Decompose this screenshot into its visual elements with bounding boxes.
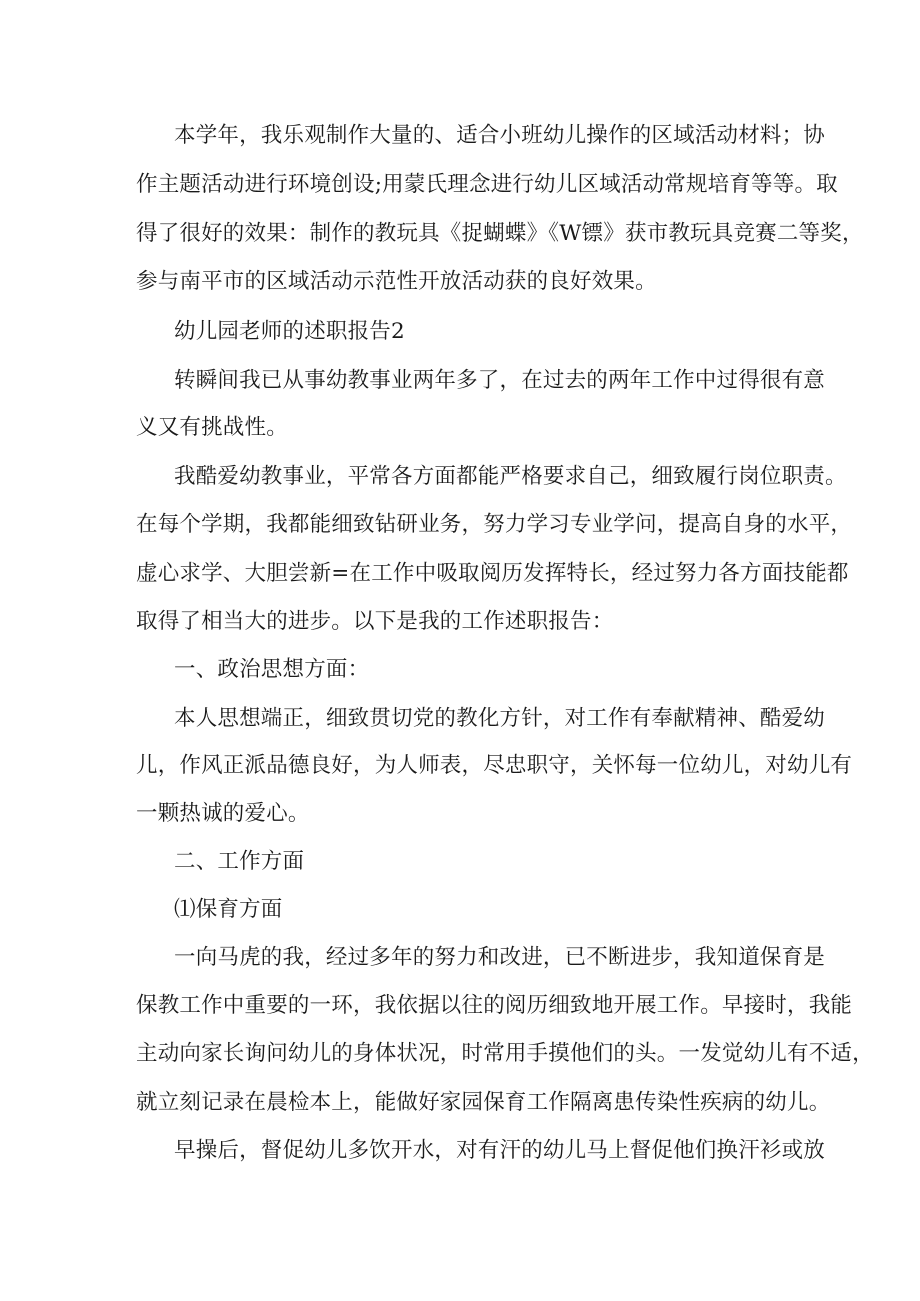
paragraph-3-line-3: 虚心求学、大胆尝新=在工作中吸取阅历发挥特长，经过努力各方面技能都	[136, 561, 849, 586]
paragraph-8-line-2: 保教工作中重要的一环，我依据以往的阅历细致地开展工作。早接时，我能	[136, 993, 853, 1018]
paragraph-1-line-4: 参与南平市的区域活动示范性开放活动获的良好效果。	[136, 269, 657, 294]
paragraph-2-line-1: 转瞬间我已从事幼教事业两年多了，在过去的两年工作中过得很有意	[174, 368, 826, 393]
section-heading-politics: 一、政治思想方面：	[174, 657, 370, 682]
paragraph-8-line-1: 一向马虎的我，经过多年的努力和改进，已不断进步，我知道保育是	[174, 945, 826, 970]
paragraph-3-line-1: 我酷爱幼教事业，平常各方面都能严格要求自己，细致履行岗位职责。	[174, 464, 847, 489]
paragraph-5-line-1: 本人思想端正，细致贯切党的教化方针，对工作有奉献精神、酷爱幼	[174, 706, 826, 731]
paragraph-1-line-2: 作主题活动进行环境创设;用蒙氏理念进行幼儿区域活动常规培育等等。取	[136, 172, 838, 197]
paragraph-9-line-1: 早操后，督促幼儿多饮开水，对有汗的幼儿马上督促他们换汗衫或放	[174, 1138, 826, 1163]
paragraph-5-line-3: 一颗热诚的爱心。	[136, 801, 310, 826]
paragraph-8-line-4: 就立刻记录在晨检本上，能做好家园保育工作隔离患传染性疾病的幼儿。	[136, 1090, 831, 1115]
paragraph-5-line-2: 儿，作风正派品德良好，为人师表，尽忠职守，关怀每一位幼儿，对幼儿有	[136, 753, 853, 778]
paragraph-1-line-1: 本学年，我乐观制作大量的、适合小班幼儿操作的区域活动材料；协	[174, 123, 826, 148]
paragraph-8-line-3: 主动向家长询问幼儿的身体状况，时常用手摸他们的头。一发觉幼儿有不适，	[136, 1041, 874, 1066]
paragraph-2-line-2: 义又有挑战性。	[136, 415, 288, 440]
paragraph-3-line-4: 取得了相当大的进步。以下是我的工作述职报告：	[136, 609, 614, 634]
section-heading-report-2: 幼儿园老师的述职报告2	[174, 319, 405, 344]
subsection-heading-care: ⑴保育方面	[174, 897, 283, 922]
section-heading-work: 二、工作方面	[174, 849, 305, 874]
paragraph-3-line-2: 在每个学期，我都能细致钻研业务，努力学习专业学问，提高自身的水平，	[136, 512, 853, 537]
paragraph-1-line-3: 得了很好的效果：制作的教玩具《捉蝴蝶》《W镖》获市教玩具竞赛二等奖，	[136, 221, 864, 246]
